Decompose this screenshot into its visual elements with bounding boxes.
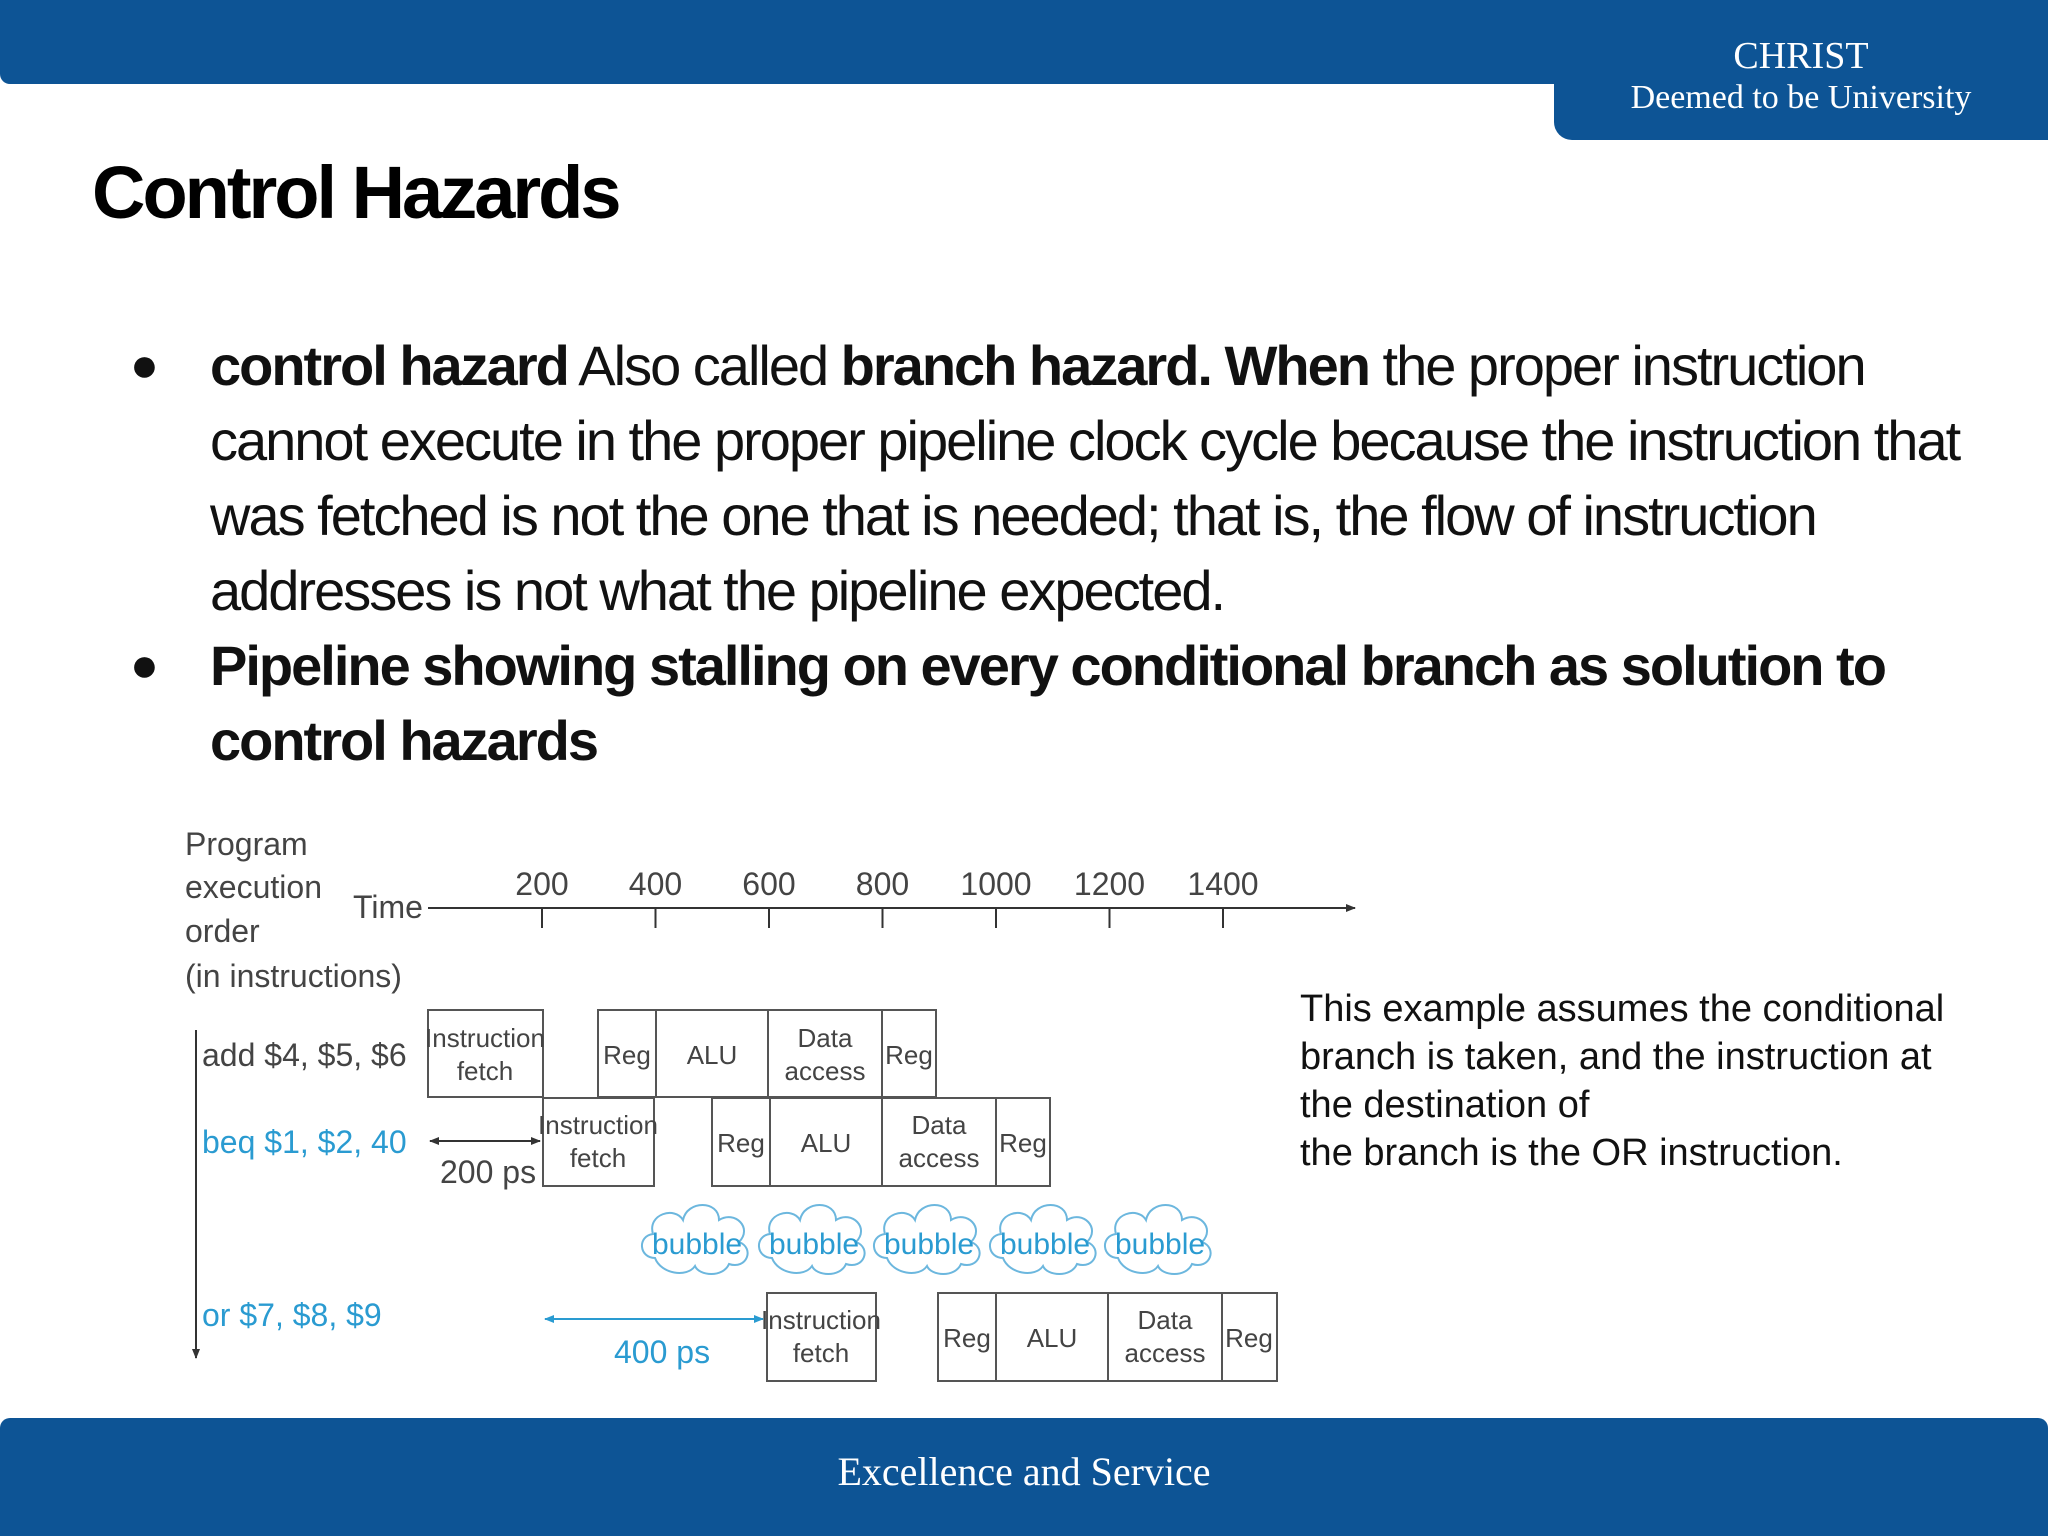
stage-alu: ALU bbox=[1026, 1323, 1078, 1353]
stage-if: Instruction bbox=[538, 1110, 658, 1140]
bubble-label: bubble bbox=[768, 1228, 860, 1261]
stage-reg: Reg bbox=[717, 1128, 765, 1158]
gap-400-label: 400 ps bbox=[614, 1334, 711, 1370]
bubble-label: bubble bbox=[999, 1228, 1091, 1261]
order-label: execution bbox=[185, 869, 322, 905]
time-tick-label: 200 bbox=[515, 866, 569, 902]
note-line: branch is taken, and the instruction at bbox=[1300, 1036, 1932, 1078]
instruction-or: or $7, $8, $9 bbox=[202, 1297, 382, 1333]
gap-200-label: 200 ps bbox=[440, 1154, 537, 1190]
bubble-label: bubble bbox=[883, 1228, 975, 1261]
slide-title: Control Hazards bbox=[92, 151, 619, 234]
note-line: the destination of bbox=[1300, 1084, 1590, 1126]
stage-reg: Reg bbox=[943, 1323, 991, 1353]
stage-reg: Reg bbox=[1225, 1323, 1273, 1353]
brand-subtitle: Deemed to be University bbox=[1630, 79, 1972, 116]
bullet-text: the proper instruction cannot execute in the proper pipeline clock cycle because the instruction that was fetched is not the one that is needed; that is, the flow of instruction addresses is not what the pipeline expected. bbox=[210, 334, 1960, 622]
bullet-text: Pipeline showing stalling on every conditional branch as solution to control hazards bbox=[210, 634, 1885, 772]
stage-alu: ALU bbox=[800, 1128, 852, 1158]
bubble-label: bubble bbox=[651, 1228, 743, 1261]
stage-reg: Reg bbox=[999, 1128, 1047, 1158]
stage-if: fetch bbox=[569, 1143, 627, 1173]
time-tick-label: 1200 bbox=[1073, 866, 1146, 902]
instruction-add: add $4, $5, $6 bbox=[202, 1037, 407, 1073]
note-line: the branch is the OR instruction. bbox=[1300, 1132, 1843, 1174]
stage-if: Instruction bbox=[761, 1305, 881, 1335]
example-note bbox=[1300, 985, 2020, 1177]
stage-reg: Reg bbox=[603, 1040, 651, 1070]
stage-mem: Data bbox=[797, 1023, 853, 1053]
time-label: Time bbox=[353, 889, 423, 925]
time-tick-label: 1400 bbox=[1187, 866, 1259, 902]
time-tick-label: 600 bbox=[742, 866, 796, 902]
stage-mem: access bbox=[1124, 1338, 1206, 1368]
stage-if: fetch bbox=[792, 1338, 850, 1368]
stage-if: Instruction bbox=[425, 1023, 545, 1053]
order-label: order bbox=[185, 913, 260, 949]
stage-mem: access bbox=[784, 1056, 866, 1086]
time-tick-label: 400 bbox=[628, 866, 683, 902]
stage-if: fetch bbox=[456, 1056, 514, 1086]
order-label: Program bbox=[185, 826, 308, 862]
brand-name: CHRIST bbox=[1733, 35, 1869, 77]
stage-mem: Data bbox=[911, 1110, 967, 1140]
bubble-label: bubble bbox=[1114, 1228, 1206, 1261]
note-line: This example assumes the conditional bbox=[1300, 988, 1945, 1030]
stage-reg: Reg bbox=[885, 1040, 933, 1070]
stage-mem: access bbox=[898, 1143, 980, 1173]
bullet-text: Also called bbox=[567, 334, 841, 397]
order-label: (in instructions) bbox=[185, 958, 402, 994]
stage-alu: ALU bbox=[686, 1040, 738, 1070]
bullet-dot-icon: ● bbox=[130, 639, 157, 692]
time-tick-label: 800 bbox=[855, 866, 910, 902]
footer-motto: Excellence and Service bbox=[837, 1449, 1211, 1494]
term-control-hazard: control hazard bbox=[210, 334, 568, 397]
time-tick-label: 1000 bbox=[960, 866, 1032, 902]
bullet-dot-icon: ● bbox=[130, 339, 157, 392]
instruction-beq: beq $1, $2, 40 bbox=[202, 1124, 407, 1160]
term-branch-hazard: branch hazard. When bbox=[840, 334, 1369, 397]
stage-mem: Data bbox=[1137, 1305, 1193, 1335]
